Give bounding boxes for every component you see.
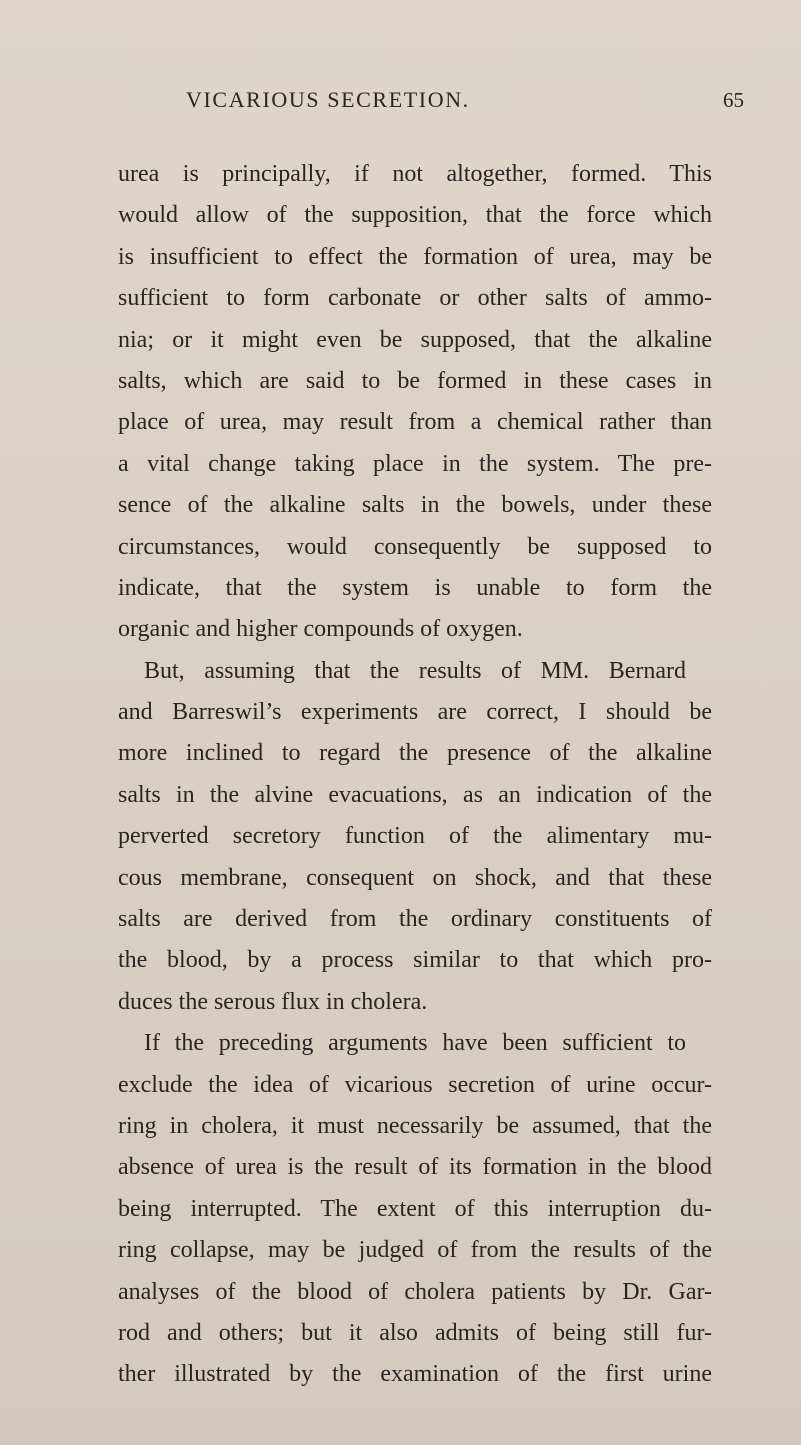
text-line (118, 1189, 712, 1230)
running-title: VICARIOUS SECRETION. (186, 87, 470, 112)
text-line-content: indicate, that the system is unable to form the (118, 574, 712, 601)
text-line-content: would allow of the supposition, that the force which (118, 202, 712, 229)
text-line (118, 1065, 712, 1106)
text-line (118, 154, 712, 195)
text-line-content: salts in the alvine evacuations, as an indication of the (118, 781, 712, 808)
text-line (118, 1023, 712, 1064)
text-line (118, 651, 712, 692)
page-number: 65 (723, 88, 744, 112)
text-line (118, 527, 712, 568)
text-line (118, 775, 712, 816)
text-line (118, 320, 712, 361)
text-line (118, 1313, 712, 1354)
text-line-content: ring in cholera, it must necessarily be assumed, that the (118, 1112, 712, 1139)
text-line-content: duces the serous flux in cholera. (118, 988, 428, 1015)
text-line (118, 1272, 712, 1313)
text-line-content: urea is principally, if not altogether, formed. This (118, 161, 712, 187)
text-line-content: analyses of the blood of cholera patients by Dr. Gar- (118, 1278, 712, 1305)
text-line-content: sence of the alkaline salts in the bowels, under these (118, 492, 712, 519)
text-line-content: a vital change taking place in the system. The pre- (118, 450, 712, 477)
text-line (118, 278, 712, 319)
text-line (118, 733, 712, 774)
text-line-content: ring collapse, may be judged of from the results of the (118, 1237, 712, 1264)
text-line (118, 195, 712, 236)
text-line-content: salts, which are said to be formed in these cases in (118, 367, 712, 394)
text-line-content: place of urea, may result from a chemical rather than (118, 409, 712, 436)
text-line-content: is insufficient to effect the formation of urea, may be (118, 243, 712, 270)
text-line (118, 1354, 712, 1395)
text-line-content: more inclined to regard the presence of the alkaline (118, 740, 712, 767)
text-line (118, 444, 712, 485)
text-line-content: the blood, by a process similar to that which pro- (118, 947, 712, 974)
text-line (118, 568, 712, 609)
text-line (118, 485, 712, 526)
text-line (118, 1230, 712, 1271)
text-line-content: rod and others; but it also admits of being still fur- (118, 1319, 712, 1346)
text-line-content: ther illustrated by the examination of the first urine (118, 1361, 712, 1388)
text-line-content: cous membrane, consequent on shock, and that these (118, 864, 712, 891)
text-line (118, 1147, 712, 1188)
text-line (118, 237, 712, 278)
text-line-content: nia; or it might even be supposed, that the alkaline (118, 326, 712, 353)
text-line-content: If the preceding arguments have been sufficient to (144, 1030, 686, 1057)
text-line-content: circumstances, would consequently be supposed to (118, 533, 712, 560)
text-line-content: perverted secretory function of the alimentary mu- (118, 823, 712, 850)
text-line-content: sufficient to form carbonate or other salts of ammo- (118, 285, 712, 312)
text-line-content: salts are derived from the ordinary constituents of (118, 906, 712, 933)
text-line-content: being interrupted. The extent of this interruption du- (118, 1195, 712, 1222)
text-line (118, 816, 712, 857)
text-line-content: and Barreswil’s experiments are correct, I should be (118, 699, 712, 726)
text-line (118, 692, 712, 733)
text-line-content: absence of urea is the result of its formation in the blood (118, 1154, 712, 1181)
text-line-content: organic and higher compounds of oxygen. (118, 616, 523, 643)
text-line (118, 402, 712, 443)
body-text (118, 154, 712, 1396)
text-line (118, 982, 712, 1023)
text-line (118, 1106, 712, 1147)
text-line (118, 858, 712, 899)
text-line (118, 361, 712, 402)
text-line (118, 609, 712, 650)
text-line-content: But, assuming that the results of MM. Bernard (144, 657, 686, 684)
text-line-content: exclude the idea of vicarious secretion of urine occur- (118, 1071, 712, 1098)
text-line (118, 899, 712, 940)
running-head (0, 80, 801, 120)
text-line (118, 940, 712, 981)
